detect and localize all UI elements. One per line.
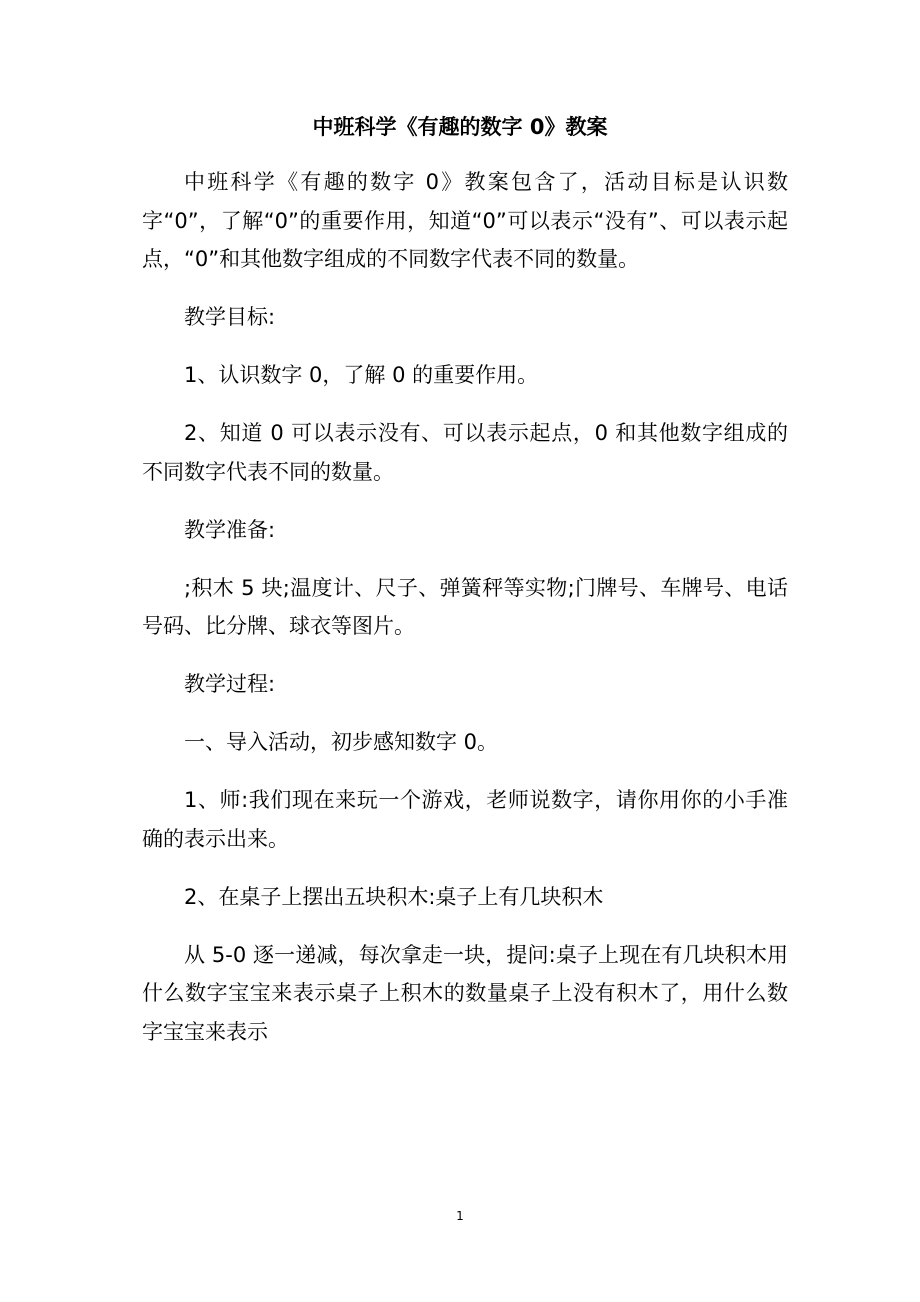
process-step-1: 1、师:我们现在来玩一个游戏，老师说数字，请你用你的小手准确的表示出来。 [142, 788, 788, 851]
document-title: 中班科学《有趣的数字 0》教案 [312, 115, 608, 139]
process-step-2: 2、在桌子上摆出五块积木:桌子上有几块积木 [184, 884, 604, 909]
goal-item-1: 1、认识数字 0，了解 0 的重要作用。 [184, 363, 539, 387]
teaching-process-heading: 教学过程: [184, 672, 276, 696]
process-step-2-detail: 从 5-0 逐一递减，每次拿走一块，提问:桌子上现在有几块积木用什么数字宝宝来表示桌子上积木的数量桌子上没有积木了，用什么数字宝宝来表示 [142, 942, 788, 1044]
goal-item-2: 2、知道 0 可以表示没有、可以表示起点，0 和其他数字组成的不同数字代表不同的数量。 [142, 421, 788, 484]
teaching-goals-heading: 教学目标: [184, 305, 276, 329]
page-number: 1 [456, 1209, 464, 1223]
teaching-preparation-heading: 教学准备: [184, 517, 276, 542]
intro-paragraph: 中班科学《有趣的数字 0》教案包含了，活动目标是认识数字“0”，了解“0”的重要作用，知道“0”可以表示“没有”、可以表示起点，“0”和其他数字组成的不同数字代表不同的数量。 [142, 170, 788, 271]
document-body [142, 163, 788, 1071]
preparation-paragraph: ;积木 5 块;温度计、尺子、弹簧秤等实物;门牌号、车牌号、电话号码、比分牌、球衣等图片。 [142, 575, 788, 638]
process-section-1-heading: 一、导入活动，初步感知数字 0。 [184, 730, 499, 754]
